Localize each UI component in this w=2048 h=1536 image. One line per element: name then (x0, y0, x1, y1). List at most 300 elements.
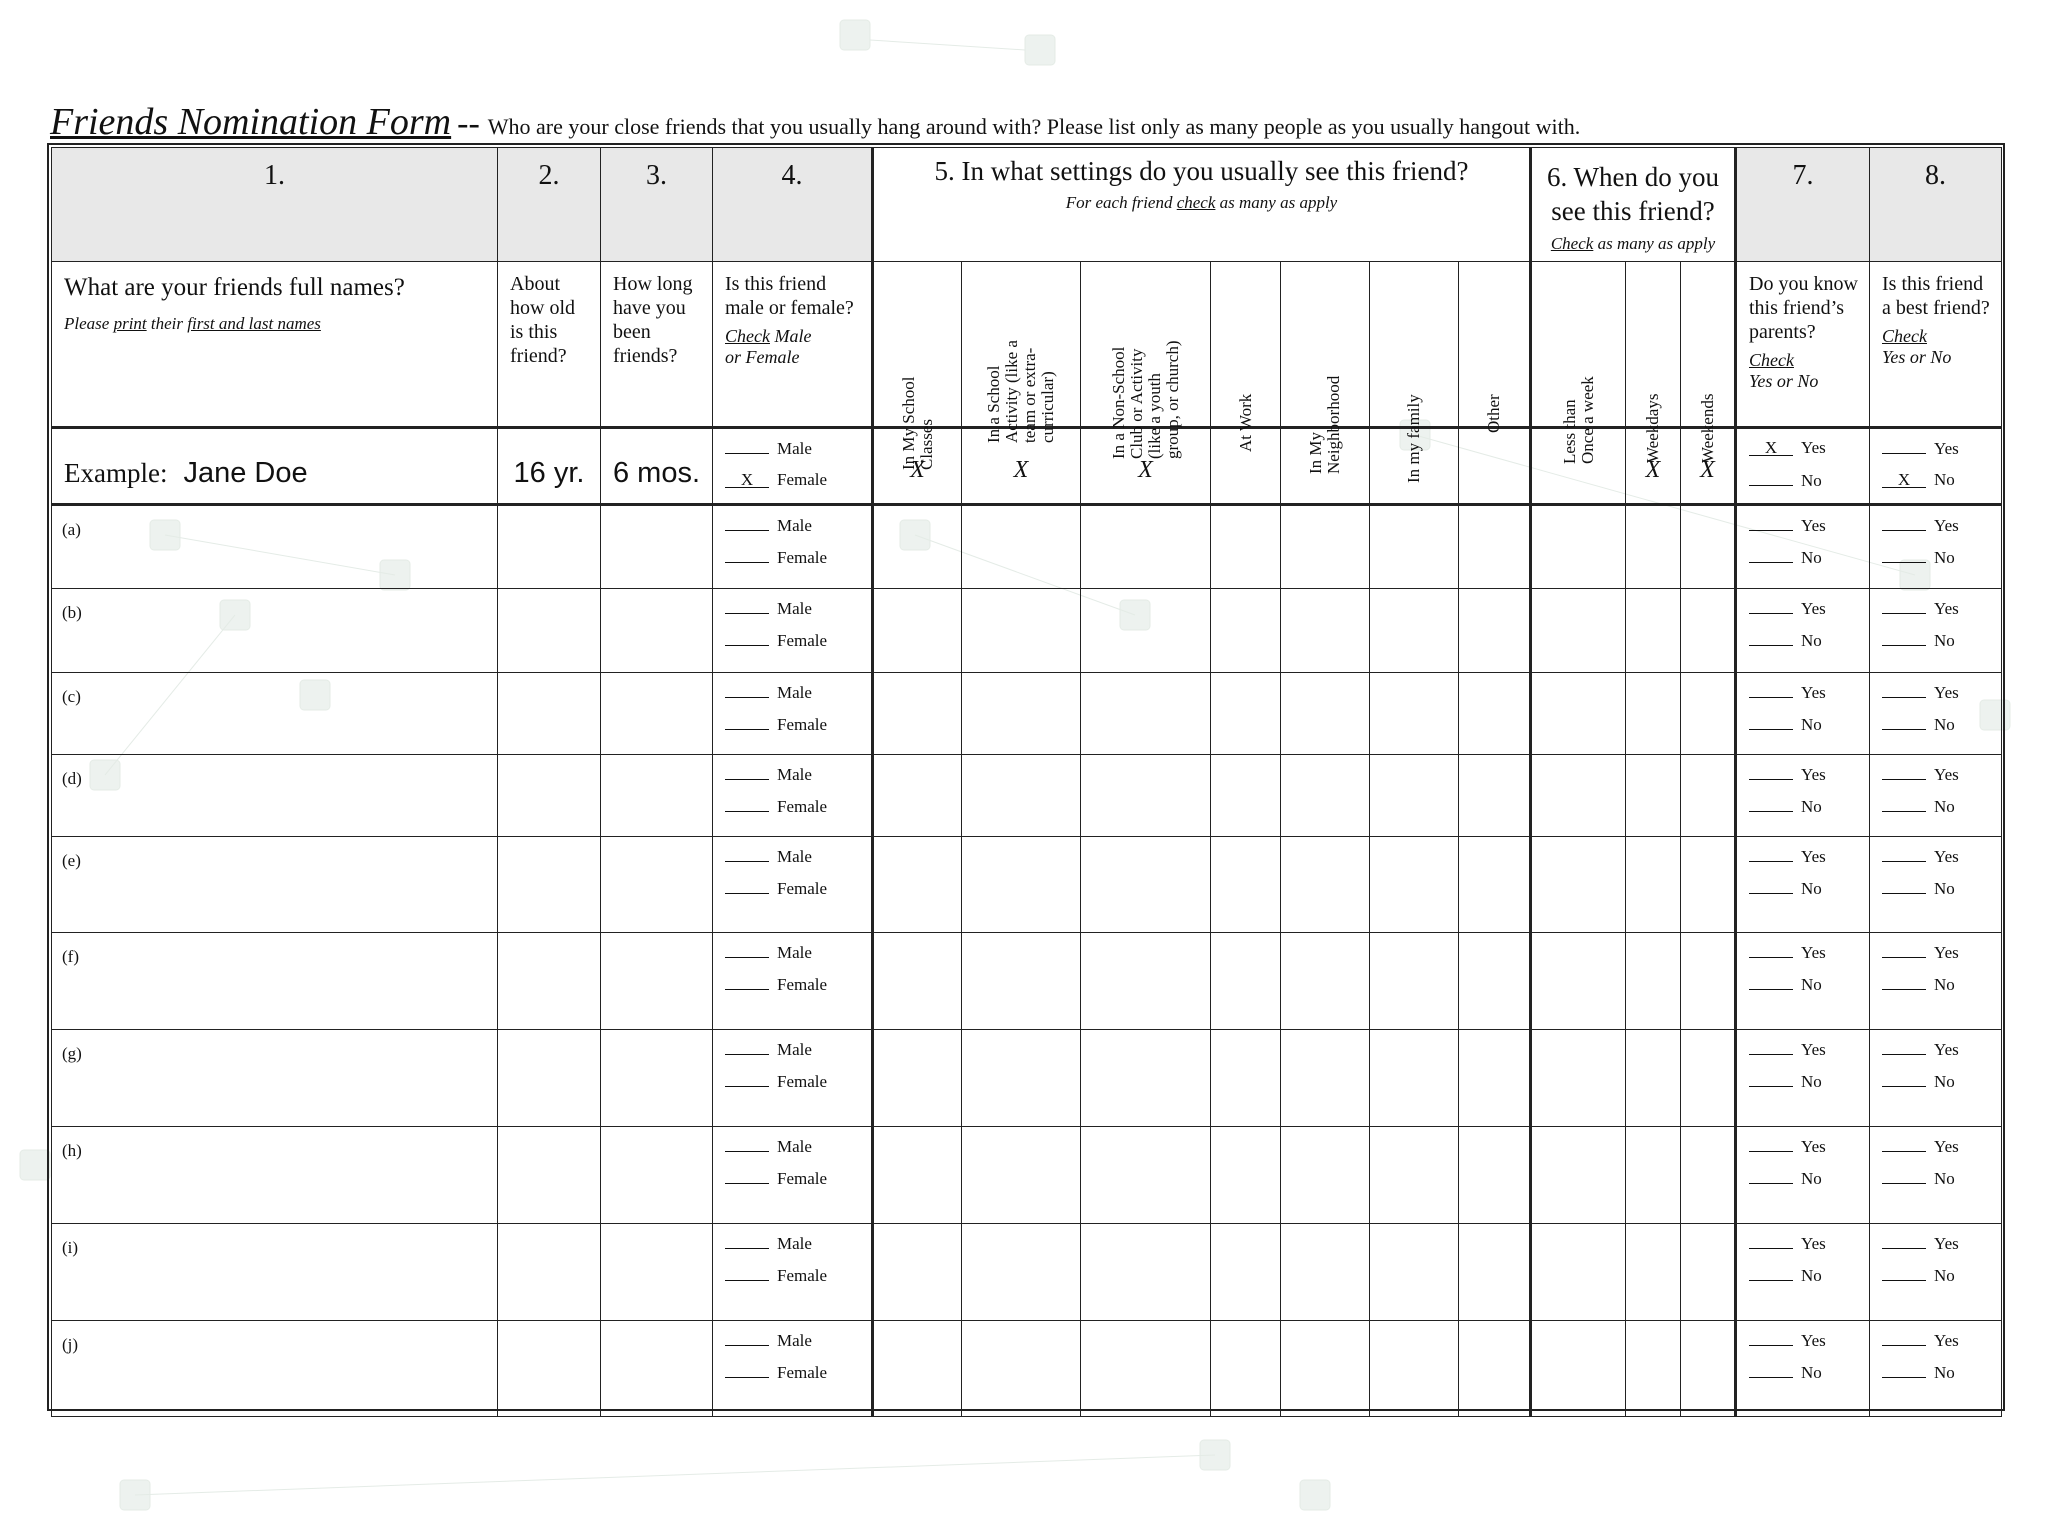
parents-no-blank[interactable] (1749, 1266, 1793, 1281)
male-blank[interactable] (725, 1234, 769, 1249)
setting-check-cell[interactable] (873, 1030, 962, 1127)
no-label: No (1934, 797, 1955, 816)
yes-label: Yes (1934, 1040, 1959, 1059)
setting-check-cell[interactable] (962, 589, 1081, 673)
best-no-blank[interactable] (1882, 1169, 1926, 1184)
setting-check-cell[interactable] (1459, 1224, 1531, 1321)
no-label: No (1801, 1266, 1822, 1285)
friend-gender-cell (713, 673, 873, 755)
example-label (52, 429, 497, 490)
female-blank[interactable] (725, 1169, 769, 1184)
parents-yes-option[interactable] (1749, 683, 1869, 715)
friend-duration-cell[interactable] (601, 837, 713, 933)
best-no-option[interactable] (1882, 975, 2001, 1007)
time-check-cell[interactable] (1626, 505, 1681, 589)
friend-gender-cell (713, 1224, 873, 1321)
setting-check-cell[interactable] (1211, 589, 1281, 673)
parents-yes-blank[interactable] (1749, 683, 1793, 698)
best-no-blank[interactable] (1882, 1072, 1926, 1087)
parents-no-option[interactable] (1749, 631, 1869, 663)
time-check-cell[interactable] (1681, 933, 1736, 1030)
setting-check-cell[interactable] (1370, 1127, 1459, 1224)
time-check-cell[interactable] (1626, 1321, 1681, 1417)
setting-check-cell[interactable] (1081, 933, 1211, 1030)
female-blank[interactable] (725, 879, 769, 894)
friend-name-cell[interactable] (52, 1321, 498, 1417)
best-yes-option[interactable] (1882, 1040, 2001, 1072)
q4-note-check: Check (725, 326, 770, 346)
time-check-cell[interactable] (1681, 1321, 1736, 1417)
time-check-cell[interactable] (1626, 837, 1681, 933)
parents-no-option[interactable] (1749, 1363, 1869, 1395)
best-no-option[interactable] (1882, 715, 2001, 747)
parents-no-blank[interactable] (1749, 631, 1793, 646)
time-check-cell[interactable] (1626, 673, 1681, 755)
friend-duration-cell[interactable] (601, 589, 713, 673)
setting-header-2-line: Club or Activity (1126, 348, 1146, 459)
setting-check-cell[interactable] (1211, 1321, 1281, 1417)
setting-check-cell[interactable] (1211, 1127, 1281, 1224)
no-label: No (1934, 1169, 1955, 1188)
setting-check-cell[interactable] (1459, 1321, 1531, 1417)
example-time-mark: X (1700, 457, 1715, 483)
no-label: No (1934, 1266, 1955, 1285)
setting-check-cell[interactable] (1370, 589, 1459, 673)
female-blank[interactable] (725, 715, 769, 730)
female-option[interactable] (725, 631, 871, 663)
setting-check-cell[interactable] (962, 505, 1081, 589)
time-check-cell[interactable] (1531, 933, 1626, 1030)
setting-check-cell[interactable] (1211, 837, 1281, 933)
setting-check-cell[interactable] (1370, 1030, 1459, 1127)
best-no-option[interactable] (1882, 1363, 2001, 1395)
friend-parents-cell (1736, 755, 1870, 837)
parents-yes-option[interactable] (1749, 599, 1869, 631)
friend-duration-cell[interactable] (601, 505, 713, 589)
setting-check-cell[interactable] (1459, 505, 1531, 589)
best-no-option[interactable] (1882, 797, 2001, 829)
friend-row (52, 837, 2002, 933)
setting-check-cell[interactable] (1281, 1224, 1370, 1321)
example-male-option (725, 439, 871, 471)
setting-check-cell[interactable] (1370, 505, 1459, 589)
friend-duration-cell[interactable] (601, 673, 713, 755)
best-yes-option[interactable] (1882, 683, 2001, 715)
q5-subtitle (874, 193, 1529, 213)
male-label: Male (777, 847, 812, 866)
friend-duration-cell[interactable] (601, 1321, 713, 1417)
no-label: No (1801, 1169, 1822, 1188)
male-option[interactable] (725, 765, 871, 797)
best-no-option[interactable] (1882, 879, 2001, 911)
form-title-line (50, 100, 1580, 144)
best-yes-option[interactable] (1882, 765, 2001, 797)
male-blank[interactable] (725, 943, 769, 958)
friend-age-cell[interactable] (498, 1224, 601, 1321)
time-check-cell[interactable] (1681, 837, 1736, 933)
friend-age-cell[interactable] (498, 673, 601, 755)
setting-check-cell[interactable] (1211, 933, 1281, 1030)
female-option[interactable] (725, 1363, 871, 1395)
example-duration: 6 mos. (612, 457, 701, 489)
best-yes-blank[interactable] (1882, 943, 1926, 958)
best-no-option[interactable] (1882, 1266, 2001, 1298)
female-label: Female (777, 1169, 828, 1188)
female-option[interactable] (725, 879, 871, 911)
setting-check-cell[interactable] (962, 1127, 1081, 1224)
example-parents-yes-label: Yes (1801, 438, 1826, 457)
friend-best-cell (1870, 1321, 2002, 1417)
female-blank[interactable] (725, 548, 769, 563)
time-check-cell[interactable] (1681, 1224, 1736, 1321)
best-no-option[interactable] (1882, 1169, 2001, 1201)
female-option[interactable] (725, 715, 871, 747)
friend-name-cell[interactable] (52, 505, 498, 589)
friend-name-cell[interactable] (52, 589, 498, 673)
setting-check-cell[interactable] (1459, 589, 1531, 673)
best-yes-blank[interactable] (1882, 516, 1926, 531)
q4-note (713, 326, 871, 368)
female-option[interactable] (725, 797, 871, 829)
parents-no-option[interactable] (1749, 715, 1869, 747)
time-check-cell[interactable] (1626, 755, 1681, 837)
friend-gender-cell (713, 505, 873, 589)
example-time-mark: X (1645, 457, 1661, 483)
setting-check-cell[interactable] (1081, 505, 1211, 589)
female-blank[interactable] (725, 631, 769, 646)
parents-no-option[interactable] (1749, 975, 1869, 1007)
parents-no-blank[interactable] (1749, 715, 1793, 730)
female-option[interactable] (725, 1169, 871, 1201)
friend-best-cell (1870, 1127, 2002, 1224)
parents-no-blank[interactable] (1749, 797, 1793, 812)
best-yes-blank[interactable] (1882, 683, 1926, 698)
parents-options (1737, 673, 1869, 747)
parents-yes-blank[interactable] (1749, 847, 1793, 862)
parents-no-blank[interactable] (1749, 1169, 1793, 1184)
setting-check-cell[interactable] (1370, 933, 1459, 1030)
time-check-cell[interactable] (1681, 1127, 1736, 1224)
friend-best-cell (1870, 933, 2002, 1030)
parents-no-blank[interactable] (1749, 879, 1793, 894)
female-option[interactable] (725, 1072, 871, 1104)
parents-yes-option[interactable] (1749, 1234, 1869, 1266)
parents-no-option[interactable] (1749, 879, 1869, 911)
best-yes-blank[interactable] (1882, 847, 1926, 862)
setting-check-cell[interactable] (962, 755, 1081, 837)
best-no-option[interactable] (1882, 631, 2001, 663)
friend-age-cell[interactable] (498, 837, 601, 933)
time-check-cell[interactable] (1531, 1321, 1626, 1417)
setting-header-4-line: Neighborhood (1324, 375, 1343, 474)
example-parents-yes (1749, 439, 1869, 471)
time-check-cell[interactable] (1626, 1127, 1681, 1224)
parents-no-blank[interactable] (1749, 1072, 1793, 1087)
best-yes-blank[interactable] (1882, 1331, 1926, 1346)
setting-check-cell[interactable] (1211, 673, 1281, 755)
setting-check-cell[interactable] (1081, 673, 1211, 755)
male-option[interactable] (725, 1234, 871, 1266)
time-check-cell[interactable] (1531, 837, 1626, 933)
setting-check-cell[interactable] (1281, 505, 1370, 589)
best-yes-blank[interactable] (1882, 1040, 1926, 1055)
friend-name-cell[interactable] (52, 837, 498, 933)
setting-check-cell[interactable] (873, 1321, 962, 1417)
parents-yes-blank[interactable] (1749, 516, 1793, 531)
setting-check-cell[interactable] (962, 1224, 1081, 1321)
male-blank[interactable] (725, 765, 769, 780)
no-label: No (1934, 879, 1955, 898)
friend-name-cell[interactable] (52, 1224, 498, 1321)
setting-check-cell[interactable] (873, 837, 962, 933)
best-no-blank[interactable] (1882, 1266, 1926, 1281)
setting-check-cell[interactable] (1281, 673, 1370, 755)
parents-no-option[interactable] (1749, 1266, 1869, 1298)
header-question-row (52, 262, 2002, 428)
setting-check-cell[interactable] (1281, 589, 1370, 673)
best-yes-option[interactable] (1882, 1234, 2001, 1266)
parents-no-option[interactable] (1749, 1169, 1869, 1201)
setting-check-cell[interactable] (1370, 837, 1459, 933)
parents-yes-option[interactable] (1749, 516, 1869, 548)
best-no-blank[interactable] (1882, 879, 1926, 894)
setting-check-cell[interactable] (1459, 933, 1531, 1030)
setting-check-cell[interactable] (1459, 755, 1531, 837)
male-blank[interactable] (725, 1040, 769, 1055)
parents-yes-option[interactable] (1749, 765, 1869, 797)
setting-check-cell[interactable] (1211, 1224, 1281, 1321)
friend-row (52, 1030, 2002, 1127)
parents-no-blank[interactable] (1749, 975, 1793, 990)
row-letter: (c) (62, 687, 81, 706)
setting-check-cell[interactable] (1281, 1127, 1370, 1224)
example-row (52, 428, 2002, 505)
female-option[interactable] (725, 548, 871, 580)
time-check-cell[interactable] (1531, 673, 1626, 755)
friend-name-cell[interactable] (52, 1030, 498, 1127)
parents-yes-option[interactable] (1749, 1040, 1869, 1072)
friend-name-cell[interactable] (52, 755, 498, 837)
time-check-cell[interactable] (1531, 755, 1626, 837)
best-no-blank[interactable] (1882, 715, 1926, 730)
best-no-blank[interactable] (1882, 631, 1926, 646)
friend-duration-cell[interactable] (601, 933, 713, 1030)
setting-check-cell[interactable] (962, 673, 1081, 755)
time-check-cell[interactable] (1531, 1127, 1626, 1224)
parents-yes-blank[interactable] (1749, 943, 1793, 958)
best-yes-option[interactable] (1882, 943, 2001, 975)
yes-label: Yes (1934, 516, 1959, 535)
best-yes-option[interactable] (1882, 516, 2001, 548)
time-check-cell[interactable] (1531, 1224, 1626, 1321)
time-check-cell[interactable] (1681, 755, 1736, 837)
time-check-cell[interactable] (1681, 673, 1736, 755)
example-setting-mark: X (1138, 457, 1153, 483)
friend-age-cell[interactable] (498, 589, 601, 673)
setting-check-cell[interactable] (1081, 1030, 1211, 1127)
best-no-blank[interactable] (1882, 548, 1926, 563)
q1-question-cell (52, 262, 498, 428)
best-no-option[interactable] (1882, 1072, 2001, 1104)
friend-name-cell[interactable] (52, 933, 498, 1030)
time-check-cell[interactable] (1626, 1030, 1681, 1127)
best-yes-blank[interactable] (1882, 599, 1926, 614)
time-check-cell[interactable] (1626, 933, 1681, 1030)
time-check-cell[interactable] (1626, 1224, 1681, 1321)
parents-yes-option[interactable] (1749, 1137, 1869, 1169)
male-blank[interactable] (725, 516, 769, 531)
setting-check-cell[interactable] (1459, 1127, 1531, 1224)
best-no-blank[interactable] (1882, 797, 1926, 812)
setting-check-cell[interactable] (1081, 837, 1211, 933)
setting-check-cell[interactable] (1370, 1321, 1459, 1417)
male-label: Male (777, 599, 812, 618)
male-blank[interactable] (725, 683, 769, 698)
parents-yes-blank[interactable] (1749, 1234, 1793, 1249)
male-option[interactable] (725, 1331, 871, 1363)
female-option[interactable] (725, 975, 871, 1007)
friend-best-cell (1870, 673, 2002, 755)
time-check-cell[interactable] (1681, 1030, 1736, 1127)
parents-yes-blank[interactable] (1749, 599, 1793, 614)
male-option[interactable] (725, 847, 871, 879)
friend-duration-cell[interactable] (601, 1127, 713, 1224)
best-yes-blank[interactable] (1882, 1137, 1926, 1152)
best-yes-option[interactable] (1882, 1331, 2001, 1363)
parents-options (1737, 1127, 1869, 1201)
time-check-cell[interactable] (1531, 1030, 1626, 1127)
setting-check-cell[interactable] (873, 933, 962, 1030)
best-no-blank[interactable] (1882, 1363, 1926, 1378)
parents-yes-blank[interactable] (1749, 765, 1793, 780)
setting-check-cell[interactable] (1459, 1030, 1531, 1127)
q4-question: Is this friend male or female? (725, 273, 854, 319)
male-blank[interactable] (725, 599, 769, 614)
setting-check-cell[interactable] (962, 1321, 1081, 1417)
setting-check-cell[interactable] (1281, 1321, 1370, 1417)
setting-check-cell[interactable] (1211, 505, 1281, 589)
best-yes-option[interactable] (1882, 1137, 2001, 1169)
parents-yes-option[interactable] (1749, 847, 1869, 879)
setting-check-cell[interactable] (1081, 1224, 1211, 1321)
male-option[interactable] (725, 683, 871, 715)
male-option[interactable] (725, 516, 871, 548)
time-check-cell[interactable] (1681, 505, 1736, 589)
setting-check-cell[interactable] (873, 673, 962, 755)
friend-name-cell[interactable] (52, 1127, 498, 1224)
yes-label: Yes (1934, 599, 1959, 618)
time-check-cell[interactable] (1681, 589, 1736, 673)
best-yes-option[interactable] (1882, 847, 2001, 879)
best-friend-options (1870, 589, 2001, 663)
friend-duration-cell[interactable] (601, 755, 713, 837)
time-check-cell[interactable] (1626, 589, 1681, 673)
setting-check-cell[interactable] (1211, 755, 1281, 837)
setting-check-cell[interactable] (962, 933, 1081, 1030)
female-option[interactable] (725, 1266, 871, 1298)
setting-check-cell[interactable] (873, 505, 962, 589)
q3-number: 3. (646, 160, 667, 191)
parents-yes-option[interactable] (1749, 943, 1869, 975)
friend-duration-cell[interactable] (601, 1224, 713, 1321)
setting-check-cell[interactable] (1370, 1224, 1459, 1321)
friend-age-cell[interactable] (498, 1321, 601, 1417)
parents-no-blank[interactable] (1749, 1363, 1793, 1378)
setting-check-cell[interactable] (1081, 1321, 1211, 1417)
parents-no-option[interactable] (1749, 548, 1869, 580)
male-option[interactable] (725, 1137, 871, 1169)
best-yes-blank[interactable] (1882, 1234, 1926, 1249)
parents-no-option[interactable] (1749, 1072, 1869, 1104)
parents-yes-blank[interactable] (1749, 1137, 1793, 1152)
setting-check-cell[interactable] (1281, 755, 1370, 837)
setting-check-cell[interactable] (962, 837, 1081, 933)
male-option[interactable] (725, 943, 871, 975)
friend-duration-cell[interactable] (601, 1030, 713, 1127)
parents-yes-blank[interactable] (1749, 1331, 1793, 1346)
parents-no-option[interactable] (1749, 797, 1869, 829)
female-blank[interactable] (725, 1072, 769, 1087)
setting-check-cell[interactable] (1081, 1127, 1211, 1224)
setting-check-cell[interactable] (1370, 673, 1459, 755)
male-blank[interactable] (725, 847, 769, 862)
parents-yes-blank[interactable] (1749, 1040, 1793, 1055)
setting-check-cell[interactable] (873, 1224, 962, 1321)
setting-check-cell[interactable] (873, 755, 962, 837)
best-no-option[interactable] (1882, 548, 2001, 580)
best-yes-blank[interactable] (1882, 765, 1926, 780)
setting-check-cell[interactable] (1281, 933, 1370, 1030)
setting-check-cell[interactable] (1459, 837, 1531, 933)
time-check-cell[interactable] (1531, 505, 1626, 589)
parents-no-blank[interactable] (1749, 548, 1793, 563)
female-blank[interactable] (725, 1363, 769, 1378)
female-blank[interactable] (725, 1266, 769, 1281)
best-no-blank[interactable] (1882, 975, 1926, 990)
friend-age-cell[interactable] (498, 755, 601, 837)
setting-header-4-cell (1281, 262, 1370, 474)
setting-check-cell[interactable] (962, 1030, 1081, 1127)
friend-age-cell[interactable] (498, 505, 601, 589)
no-label: No (1801, 797, 1822, 816)
parents-options (1737, 589, 1869, 663)
best-yes-option[interactable] (1882, 599, 2001, 631)
parents-yes-option[interactable] (1749, 1331, 1869, 1363)
setting-check-cell[interactable] (1459, 673, 1531, 755)
time-check-cell[interactable] (1531, 589, 1626, 673)
male-option[interactable] (725, 599, 871, 631)
setting-check-cell[interactable] (1281, 1030, 1370, 1127)
friend-age-cell[interactable] (498, 1030, 601, 1127)
setting-check-cell[interactable] (1081, 755, 1211, 837)
male-option[interactable] (725, 1040, 871, 1072)
male-blank[interactable] (725, 1331, 769, 1346)
setting-check-cell[interactable] (1211, 1030, 1281, 1127)
setting-check-cell[interactable] (873, 589, 962, 673)
female-blank[interactable] (725, 975, 769, 990)
setting-check-cell[interactable] (1281, 837, 1370, 933)
friend-age-cell[interactable] (498, 933, 601, 1030)
friend-age-cell[interactable] (498, 1127, 601, 1224)
setting-check-cell[interactable] (1081, 589, 1211, 673)
friend-name-cell[interactable] (52, 673, 498, 755)
setting-check-cell[interactable] (873, 1127, 962, 1224)
male-blank[interactable] (725, 1137, 769, 1152)
setting-check-cell[interactable] (1370, 755, 1459, 837)
example-check-cell (1626, 428, 1681, 505)
setting-header-0-line: Classes (916, 419, 936, 470)
female-blank[interactable] (725, 797, 769, 812)
